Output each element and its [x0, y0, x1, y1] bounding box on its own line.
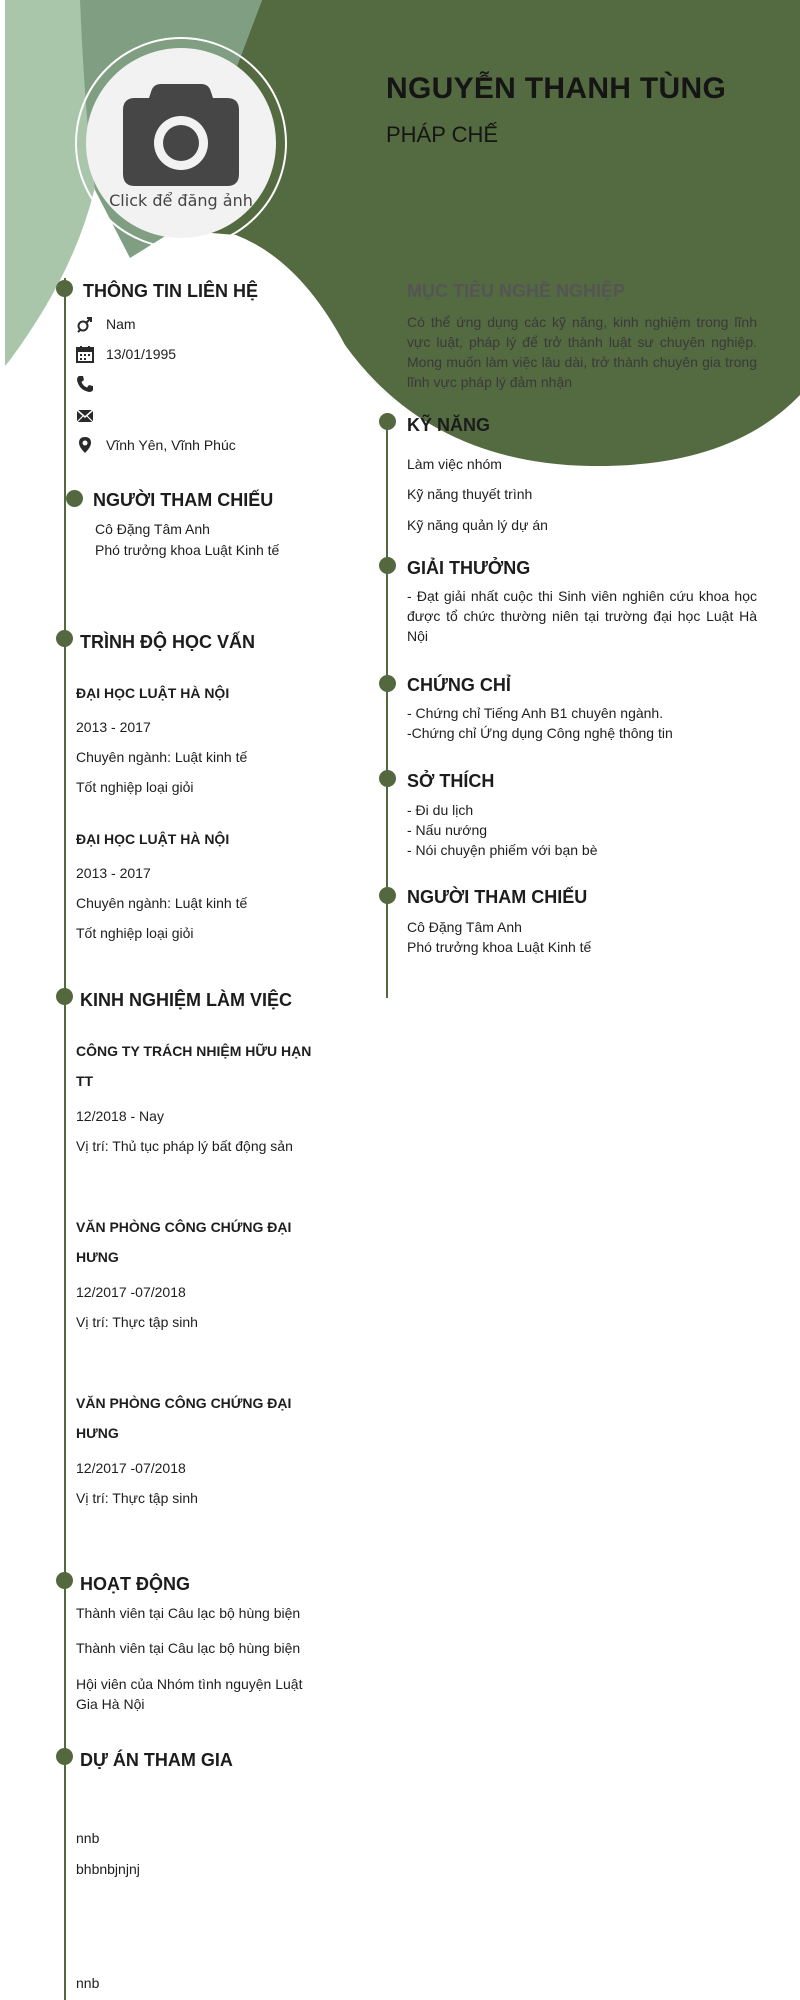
timeline-dot — [66, 490, 83, 507]
timeline-dot — [379, 887, 396, 904]
activity-item: Thành viên tại Câu lạc bộ hùng biện — [76, 1640, 301, 1656]
project-item: bhbnbjnjnj — [76, 1861, 140, 1877]
contact-gender: Nam — [106, 316, 136, 332]
right-timeline — [386, 420, 388, 998]
objective-text: Có thể ứng dụng các kỹ năng, kinh nghiệm trong lĩnh vực luật, pháp lý để trở thành luật sư chuyên nghiệp. Mong muốn làm việc lâu dài, trở thành chuyên gia trong lĩnh vực pháp lý đảm nhận — [407, 314, 757, 390]
education-period: 2013 - 2017 — [76, 865, 151, 881]
photo-upload[interactable] — [86, 48, 276, 238]
education-school: ĐẠI HỌC LUẬT HÀ NỘI — [76, 685, 230, 701]
activity-item: Hội viên của Nhóm tình nguyện Luật — [76, 1676, 303, 1692]
hobby-item: - Nấu nướng — [407, 822, 488, 838]
experience-company-cont: HƯNG — [76, 1249, 119, 1265]
hobby-item: - Đi du lịch — [407, 802, 474, 818]
email-icon — [76, 407, 94, 425]
skill-item: Kỹ năng quản lý dự án — [407, 517, 548, 533]
experience-company-cont: TT — [76, 1073, 94, 1089]
reference-heading: NGƯỜI THAM CHIẾU — [407, 887, 588, 907]
photo-frame — [75, 37, 287, 249]
hobby-item: - Nói chuyện phiếm với bạn bè — [407, 842, 598, 858]
experience-company-cont: HƯNG — [76, 1425, 119, 1441]
education-major: Chuyên ngành: Luật kinh tế — [76, 895, 248, 911]
certificate-item: - Chứng chỉ Tiếng Anh B1 chuyên ngành. — [407, 705, 664, 721]
timeline-dot — [56, 1748, 73, 1765]
activities-heading: HOẠT ĐỘNG — [80, 1574, 190, 1594]
experience-period: 12/2017 -07/2018 — [76, 1460, 186, 1476]
dark-green-shape — [175, 0, 800, 466]
project-item: nnb — [76, 1975, 100, 1991]
photo-caption: Click để đăng ảnh — [109, 191, 253, 210]
timeline-dot — [56, 630, 73, 647]
awards-heading: GIẢI THƯỞNG — [407, 558, 531, 578]
skills-heading: KỸ NĂNG — [407, 415, 491, 435]
education-result: Tốt nghiệp loại giỏi — [76, 925, 194, 941]
contact-dob: 13/01/1995 — [106, 346, 177, 362]
experience-company: VĂN PHÒNG CÔNG CHỨNG ĐẠI — [76, 1395, 292, 1411]
calendar-icon — [76, 345, 94, 363]
experience-position: Vị trí: Thực tập sinh — [76, 1490, 198, 1506]
gender-icon — [76, 315, 94, 333]
education-heading: TRÌNH ĐỘ HỌC VẤN — [80, 632, 255, 652]
experience-heading: KINH NGHIỆM LÀM VIỆC — [80, 990, 293, 1010]
skill-item: Kỹ năng thuyết trình — [407, 486, 533, 502]
candidate-role: PHÁP CHẾ — [386, 122, 499, 147]
experience-position: Vị trí: Thủ tục pháp lý bất động sản — [76, 1138, 293, 1154]
location-icon — [76, 436, 94, 454]
reference-heading: NGƯỜI THAM CHIẾU — [93, 490, 274, 510]
experience-period: 12/2018 - Nay — [76, 1108, 164, 1124]
candidate-name: NGUYỄN THANH TÙNG — [386, 72, 727, 105]
timeline-dot — [56, 280, 73, 297]
activity-item: Thành viên tại Câu lạc bộ hùng biện — [76, 1605, 301, 1621]
experience-position: Vị trí: Thực tập sinh — [76, 1314, 198, 1330]
awards-text: - Đạt giải nhất cuộc thi Sinh viên nghiên cứu khoa học được tổ chức thường niên tại trường đại học Luật Hà Nội — [407, 588, 757, 644]
camera-icon — [123, 84, 239, 186]
skill-item: Làm việc nhóm — [407, 456, 502, 472]
experience-period: 12/2017 -07/2018 — [76, 1284, 186, 1300]
reference-title: Phó trưởng khoa Luật Kinh tế — [95, 542, 280, 558]
timeline-dot — [379, 413, 396, 430]
education-major: Chuyên ngành: Luật kinh tế — [76, 749, 248, 765]
timeline-dot — [379, 770, 396, 787]
phone-icon — [76, 375, 94, 393]
left-timeline — [64, 278, 66, 2000]
timeline-dot — [56, 1572, 73, 1589]
contact-address: Vĩnh Yên, Vĩnh Phúc — [106, 437, 236, 453]
objective-heading: MỤC TIÊU NGHỀ NGHIỆP — [407, 281, 626, 301]
education-school: ĐẠI HỌC LUẬT HÀ NỘI — [76, 831, 230, 847]
certificate-item: -Chứng chỉ Ứng dụng Công nghệ thông tin — [407, 725, 673, 741]
projects-heading: DỰ ÁN THAM GIA — [80, 1750, 233, 1770]
reference-title: Phó trưởng khoa Luật Kinh tế — [407, 939, 592, 955]
hobbies-heading: SỞ THÍCH — [407, 771, 495, 791]
project-item: nnb — [76, 1830, 100, 1846]
experience-company: CÔNG TY TRÁCH NHIỆM HỮU HẠN — [76, 1043, 312, 1059]
timeline-dot — [56, 988, 73, 1005]
education-result: Tốt nghiệp loại giỏi — [76, 779, 194, 795]
timeline-dot — [379, 557, 396, 574]
experience-company: VĂN PHÒNG CÔNG CHỨNG ĐẠI — [76, 1219, 292, 1235]
contact-heading: THÔNG TIN LIÊN HỆ — [83, 281, 258, 301]
timeline-dot — [379, 675, 396, 692]
certificates-heading: CHỨNG CHỈ — [407, 675, 511, 695]
education-period: 2013 - 2017 — [76, 719, 151, 735]
activity-item-cont: Gia Hà Nội — [76, 1696, 145, 1712]
reference-name: Cô Đặng Tâm Anh — [95, 521, 210, 537]
reference-name: Cô Đặng Tâm Anh — [407, 919, 522, 935]
